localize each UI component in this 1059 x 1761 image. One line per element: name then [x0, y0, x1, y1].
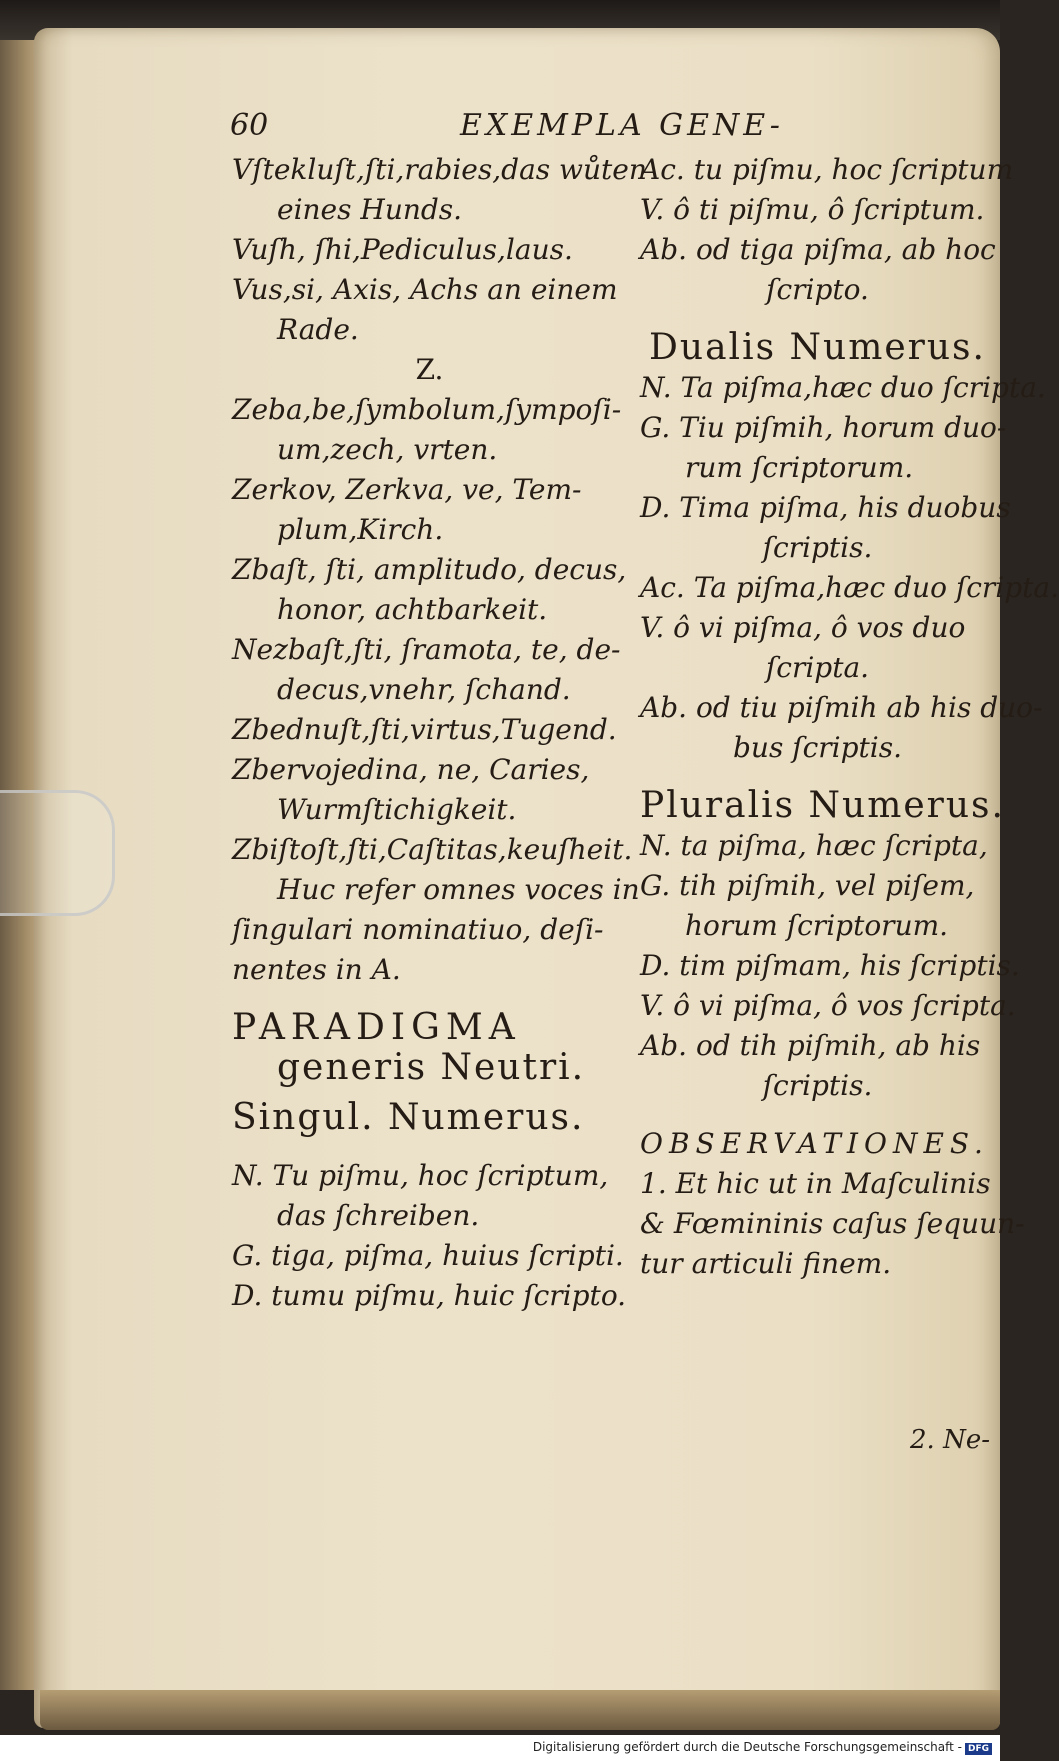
text-line: Ab. od tih piſmih, ab his — [640, 1029, 981, 1062]
text-line: Ab. od tiga piſma, ab hoc — [640, 233, 996, 266]
dfg-logo: DFG — [965, 1743, 992, 1755]
text-line: Vſtekluſt,ſti,rabies,das wůten — [232, 153, 647, 186]
text-line: D. tim piſmam, his ſcriptis. — [640, 949, 1020, 982]
text-line: V. ô vi piſma, ô vos duo — [640, 611, 966, 644]
text-line: D. tumu piſmu, huic ſcripto. — [232, 1279, 627, 1312]
text-line: ſcripta. — [765, 651, 870, 684]
text-line: Zbiſtoſt,ſti,Caſtitas,keuſheit. — [232, 833, 633, 866]
page-header — [230, 108, 990, 148]
text-line: N. ta piſma, hæc ſcripta, — [640, 829, 988, 862]
text-line: eines Hunds. — [277, 193, 463, 226]
running-head: EXEMPLA GENE- — [460, 108, 784, 143]
text-line: & Fœmininis caſus ſequun- — [640, 1207, 1025, 1240]
text-line: V. ô ti piſmu, ô ſcriptum. — [640, 193, 985, 226]
text-line: Ac. tu piſmu, hoc ſcriptum — [640, 153, 1014, 186]
text-line: tur articuli finem. — [640, 1247, 892, 1280]
text-line: Pluralis Numerus. — [640, 785, 1005, 826]
text-line: Zbednuſt,ſti,virtus,Tugend. — [232, 713, 617, 746]
text-line: Huc refer omnes voces in — [277, 873, 640, 906]
text-line: Nezbaſt,ſti, ſramota, te, de- — [232, 633, 621, 666]
text-line: Zbaſt, ſti, amplitudo, decus, — [232, 553, 627, 586]
text-line: Singul. Numerus. — [232, 1097, 585, 1138]
text-line: ſcriptis. — [762, 531, 873, 564]
text-line: bus ſcriptis. — [732, 731, 902, 764]
text-line: nentes in A. — [232, 953, 401, 986]
text-line: Z. — [415, 353, 444, 386]
text-line: honor, achtbarkeit. — [277, 593, 548, 626]
text-line: Ac. Ta piſma,hæc duo ſcripta. — [640, 571, 1059, 604]
text-line: Dualis Numerus. — [649, 327, 986, 368]
text-line: G. tiga, piſma, huius ſcripti. — [232, 1239, 624, 1272]
text-line: Wurmſtichigkeit. — [277, 793, 517, 826]
text-line: N. Tu piſmu, hoc ſcriptum, — [232, 1159, 609, 1192]
left-column — [232, 150, 647, 1316]
text-line: Rade. — [277, 313, 359, 346]
text-line: ſingulari nominatiuo, deſi- — [232, 913, 604, 946]
catchword: 2. Ne- — [910, 1425, 990, 1455]
page-clip — [0, 790, 115, 916]
line-gap — [640, 1106, 995, 1124]
text-line: G. tih piſmih, vel piſem, — [640, 869, 975, 902]
text-line: Zerkov, Zerkva, ve, Tem- — [232, 473, 582, 506]
line-gap — [232, 990, 627, 1008]
text-line: plum,Kirch. — [277, 513, 444, 546]
text-line: das ſchreiben. — [277, 1199, 480, 1232]
footer-bar — [0, 1735, 1000, 1761]
line-gap — [640, 768, 995, 786]
footer-credit-text: Digitalisierung gefördert durch die Deutsche Forschungsgemeinschaft - — [532, 1740, 962, 1754]
text-line: decus,vnehr, ſchand. — [277, 673, 571, 706]
text-line: G. Tiu piſmih, horum duo- — [640, 411, 1007, 444]
text-line: 1. Et hic ut in Maſculinis — [640, 1167, 991, 1200]
text-line: Vus,si, Axis, Achs an einem — [232, 273, 618, 306]
text-line: D. Tima piſma, his duobus — [640, 491, 1011, 524]
text-line: Zbervojedina, ne, Caries, — [232, 753, 590, 786]
text-line: N. Ta piſma,hæc duo ſcripta. — [640, 371, 1046, 404]
text-line: um,zech, vrten. — [277, 433, 498, 466]
text-line: ſcriptis. — [762, 1069, 873, 1102]
text-line: PARADIGMA — [232, 1007, 521, 1048]
text-line: horum ſcriptorum. — [685, 909, 949, 942]
text-line: OBSERVATIONES. — [640, 1127, 989, 1160]
line-gap — [232, 1138, 627, 1156]
footer-credit — [533, 1740, 992, 1755]
text-line: rum ſcriptorum. — [685, 451, 914, 484]
line-gap — [640, 310, 995, 328]
text-line: ſcripto. — [766, 273, 869, 306]
text-line: generis Neutri. — [277, 1047, 586, 1088]
text-line: Zeba,be,ſymbolum,ſympoſi- — [232, 393, 622, 426]
text-line: V. ô vi piſma, ô vos ſcripta. — [640, 989, 1016, 1022]
text-line: Vuſh, ſhi,Pediculus,laus. — [232, 233, 573, 266]
text-line: Ab. od tiu piſmih ab his duo- — [640, 691, 1043, 724]
right-column — [640, 150, 1059, 1284]
page-number: 60 — [230, 108, 269, 143]
page-edge-bottom — [40, 1690, 1000, 1730]
